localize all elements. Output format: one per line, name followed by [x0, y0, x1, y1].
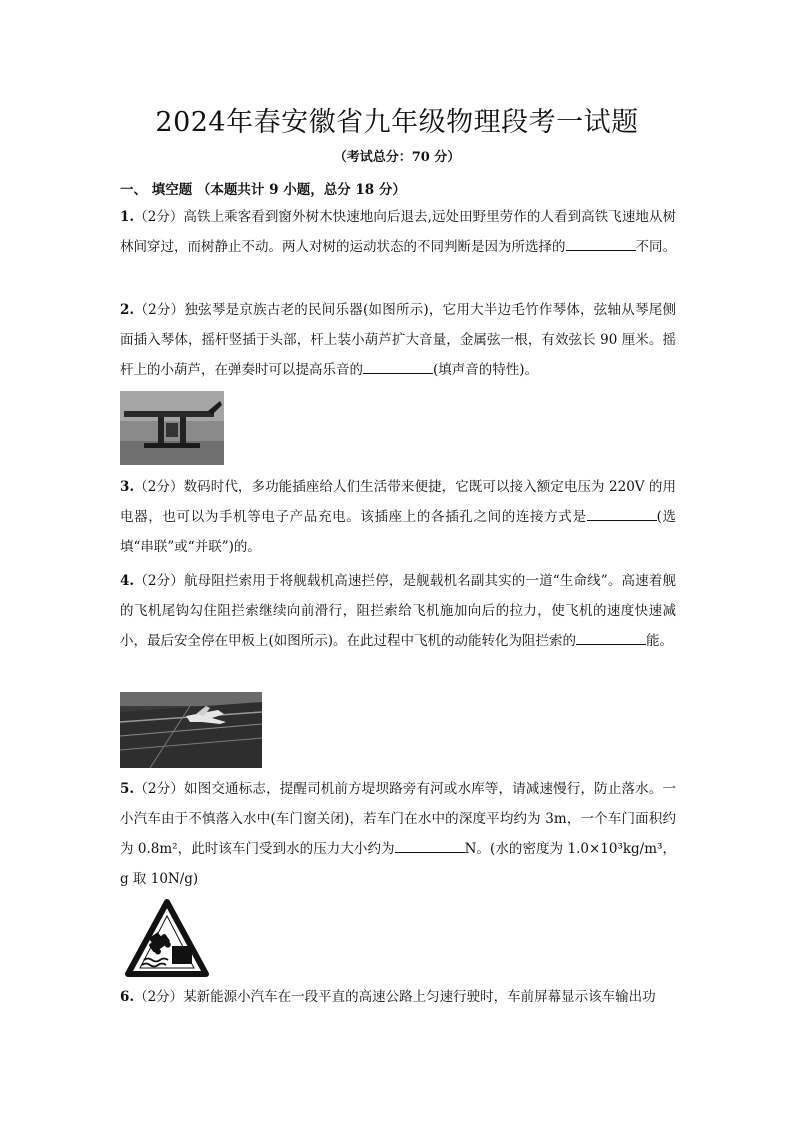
question-number: 4. [120, 573, 135, 589]
exam-total-score: （考试总分：70 分） [333, 150, 461, 165]
question-2 [120, 295, 676, 385]
question-text: 如图交通标志，提醒司机前方堤坝路旁有河或水库等，请减速慢行，防止落水。一小汽车由于不慎落入水中(车门窗关闭)，若车门在水中的深度平均约为 3m，一个车门面积约为 0.8m²，此时该车门受到水的压力大小约为 [120, 781, 677, 857]
question-score: （2分） [134, 573, 184, 589]
question-6 [120, 982, 676, 1012]
answer-blank[interactable] [576, 630, 646, 645]
question-number: 3. [120, 479, 135, 495]
question-score: （2分） [134, 781, 185, 797]
question-number: 1. [120, 209, 135, 225]
answer-blank[interactable] [395, 838, 465, 853]
question-number: 6. [120, 989, 135, 1005]
carrier-arrest-photo [120, 692, 262, 768]
answer-blank[interactable] [363, 359, 433, 374]
answer-blank[interactable] [566, 236, 636, 251]
question-4 [120, 566, 676, 656]
question-5 [120, 774, 676, 894]
section-heading: 一、 填空题 （本题共计 9 小题，总分 18 分） [120, 182, 406, 198]
question-score: （2分） [134, 302, 185, 318]
question-text-after: N。(水的密度为 1.0×10³kg/m³，g 取 10N/g) [120, 841, 677, 887]
question-text-after: (填声音的特性)。 [433, 362, 539, 378]
question-text: 数码时代，多功能插座给人们生活带来便捷，它既可以接入额定电压为 220V 的用电器，也可以为手机等电子产品充电。该插座上的各插孔之间的连接方式是 [120, 479, 676, 525]
question-score: （2分） [134, 989, 184, 1005]
duxianqin-photo [120, 391, 224, 465]
question-text: 航母阻拦索用于将舰载机高速拦停，是舰载机名副其实的一道“生命线”。高速着舰的飞机尾钩勾住阻拦索继续向前滑行，阻拦索给飞机施加向后的拉力，使飞机的速度快速减小，最后安全停在甲板上(如图所示)。在此过程中飞机的动能转化为阻拦索的 [120, 573, 676, 649]
question-text-after: 能。 [646, 633, 674, 649]
question-text-after: 不同。 [635, 239, 676, 255]
question-text: 高铁上乘客看到窗外树木快速地向后退去,远处田野里劳作的人看到高铁飞速地从树林间穿过，而树静止不动。两人对树的运动状态的不同判断是因为所选择的 [120, 209, 676, 255]
question-1 [120, 202, 676, 262]
answer-blank[interactable] [587, 506, 657, 521]
question-3 [120, 472, 676, 562]
question-number: 2. [120, 302, 135, 318]
page-title: 2024年春安徽省九年级物理段考一试题 [155, 107, 639, 138]
question-number: 5. [120, 781, 135, 797]
question-score: （2分） [134, 479, 184, 495]
question-text: 独弦琴是京族古老的民间乐器(如图所示)，它用大半边毛竹作琴体，弦轴从琴尾侧面插入琴体，摇杆竖插于头部，杆上装小葫芦扩大音量，金属弦一根，有效弦长 90 厘米。摇杆上的小葫芦，在弹奏时可以提高乐音的 [120, 302, 676, 378]
question-score: （2分） [134, 209, 184, 225]
warning-sign [124, 898, 210, 978]
question-text: 某新能源小汽车在一段平直的高速公路上匀速行驶时，车前屏幕显示该车输出功 [183, 989, 656, 1005]
question-text-after: (选填“串联”或“并联”)的。 [120, 509, 676, 555]
